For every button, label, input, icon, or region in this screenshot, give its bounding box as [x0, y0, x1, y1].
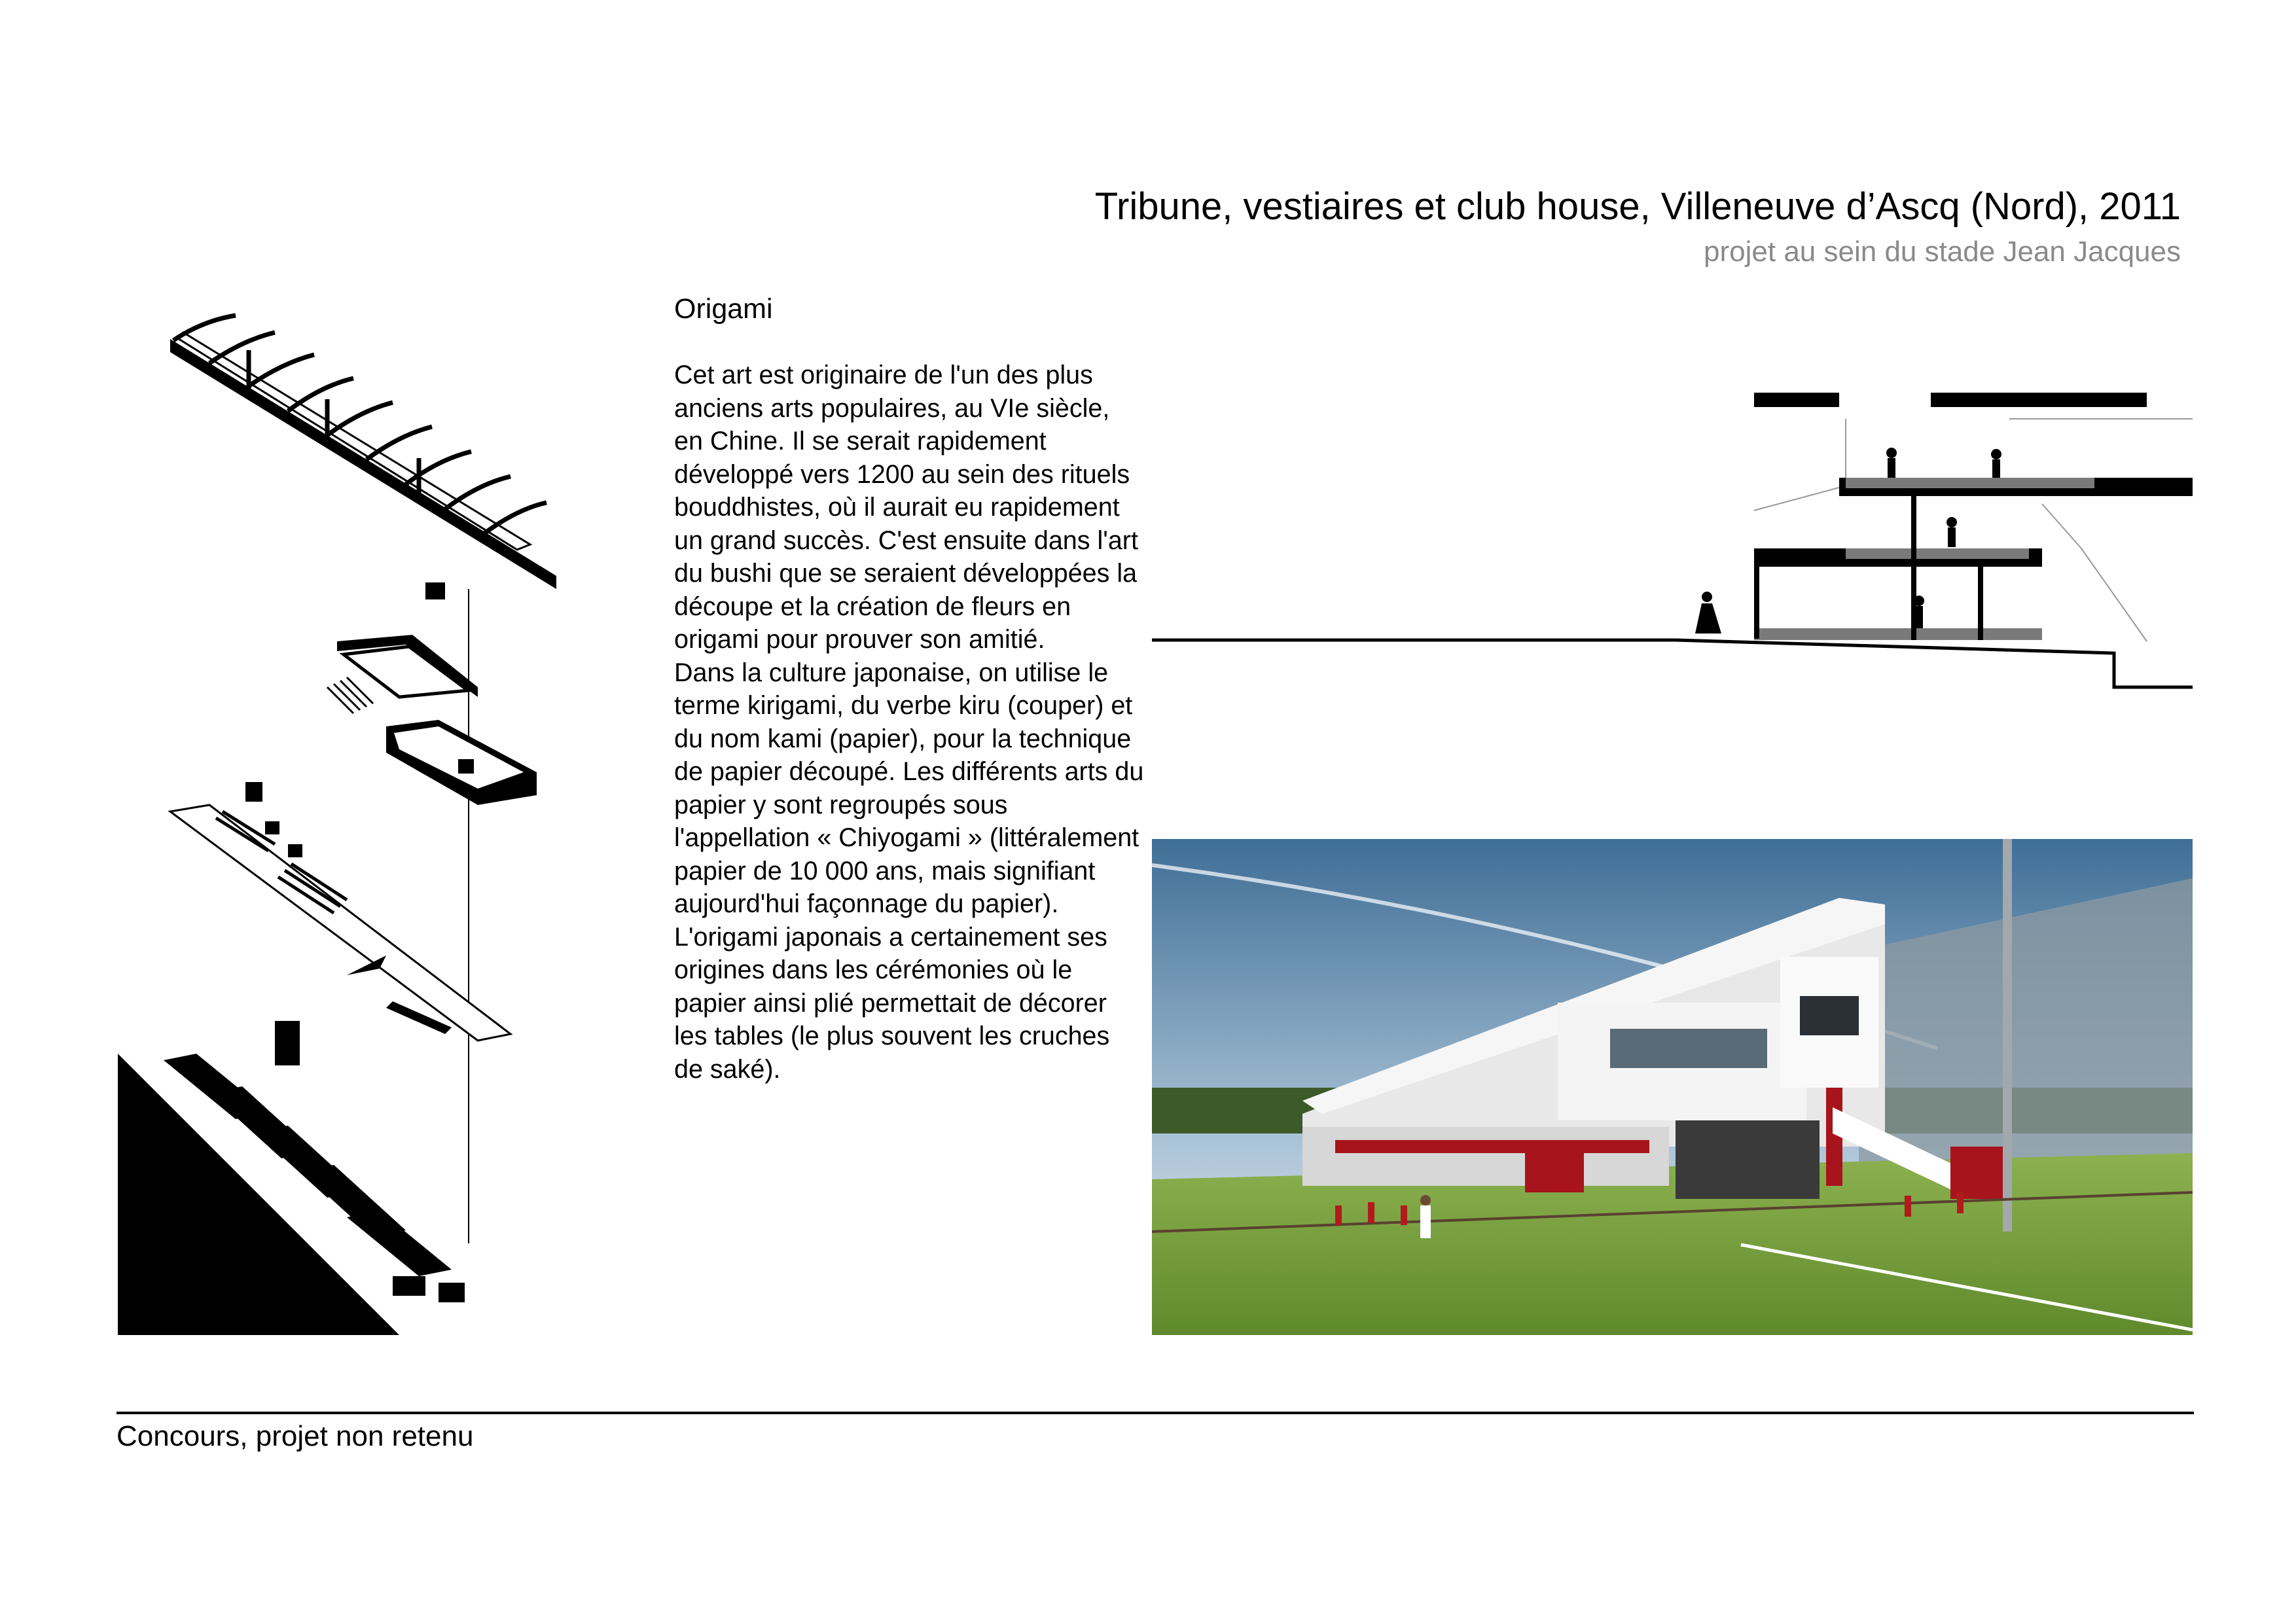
stadium-rendering: [1152, 839, 2193, 1335]
footer-divider: [117, 1412, 2194, 1414]
article-paragraph-1: Cet art est originaire de l'un des plus anciens arts populaires, au VIe siècle, en Chine. Il se serait rapidement développé vers 1200 au sein des rituels bouddhistes, où il aurait eu rapidement un grand succès. C'est ensuite dans l'art du bushi que se seraient développées la découpe et la création de fleurs en origami pour prouver son amitié.: [674, 361, 1138, 654]
article-heading: Origami: [674, 293, 773, 325]
tribune-seating-layer: [170, 782, 511, 1041]
footer-note: Concours, projet non retenu: [117, 1420, 474, 1452]
article-body: [674, 359, 1145, 1086]
roof-layer: [170, 315, 556, 599]
article-paragraph-2: Dans la culture japonaise, on utilise le terme kirigami, du verbe kiru (couper) et du nom kami (papier), pour la technique de papier découpé. Les différents arts du papier y sont regroupés sous l'appellation « Chiyogami » (littéralement papier de 10 000 ans, mais signifiant aujourd'hui façonnage du papier). L'origami japonais a certainement ses origines dans les cérémonies où le papier ainsi plié permettait de décorer les tables (le plus souvent les cruches de saké).: [674, 658, 1144, 1084]
building-section-drawing: [1152, 380, 2193, 700]
exploded-axonometric-drawing: [111, 301, 569, 1335]
upper-level-layer: [327, 635, 537, 805]
ground-floor-layer: [118, 1021, 465, 1335]
page-subtitle: projet au sein du stade Jean Jacques: [1704, 236, 2181, 268]
page-title: Tribune, vestiaires et club house, Villeneuve d’Ascq (Nord), 2011: [1094, 185, 2181, 228]
